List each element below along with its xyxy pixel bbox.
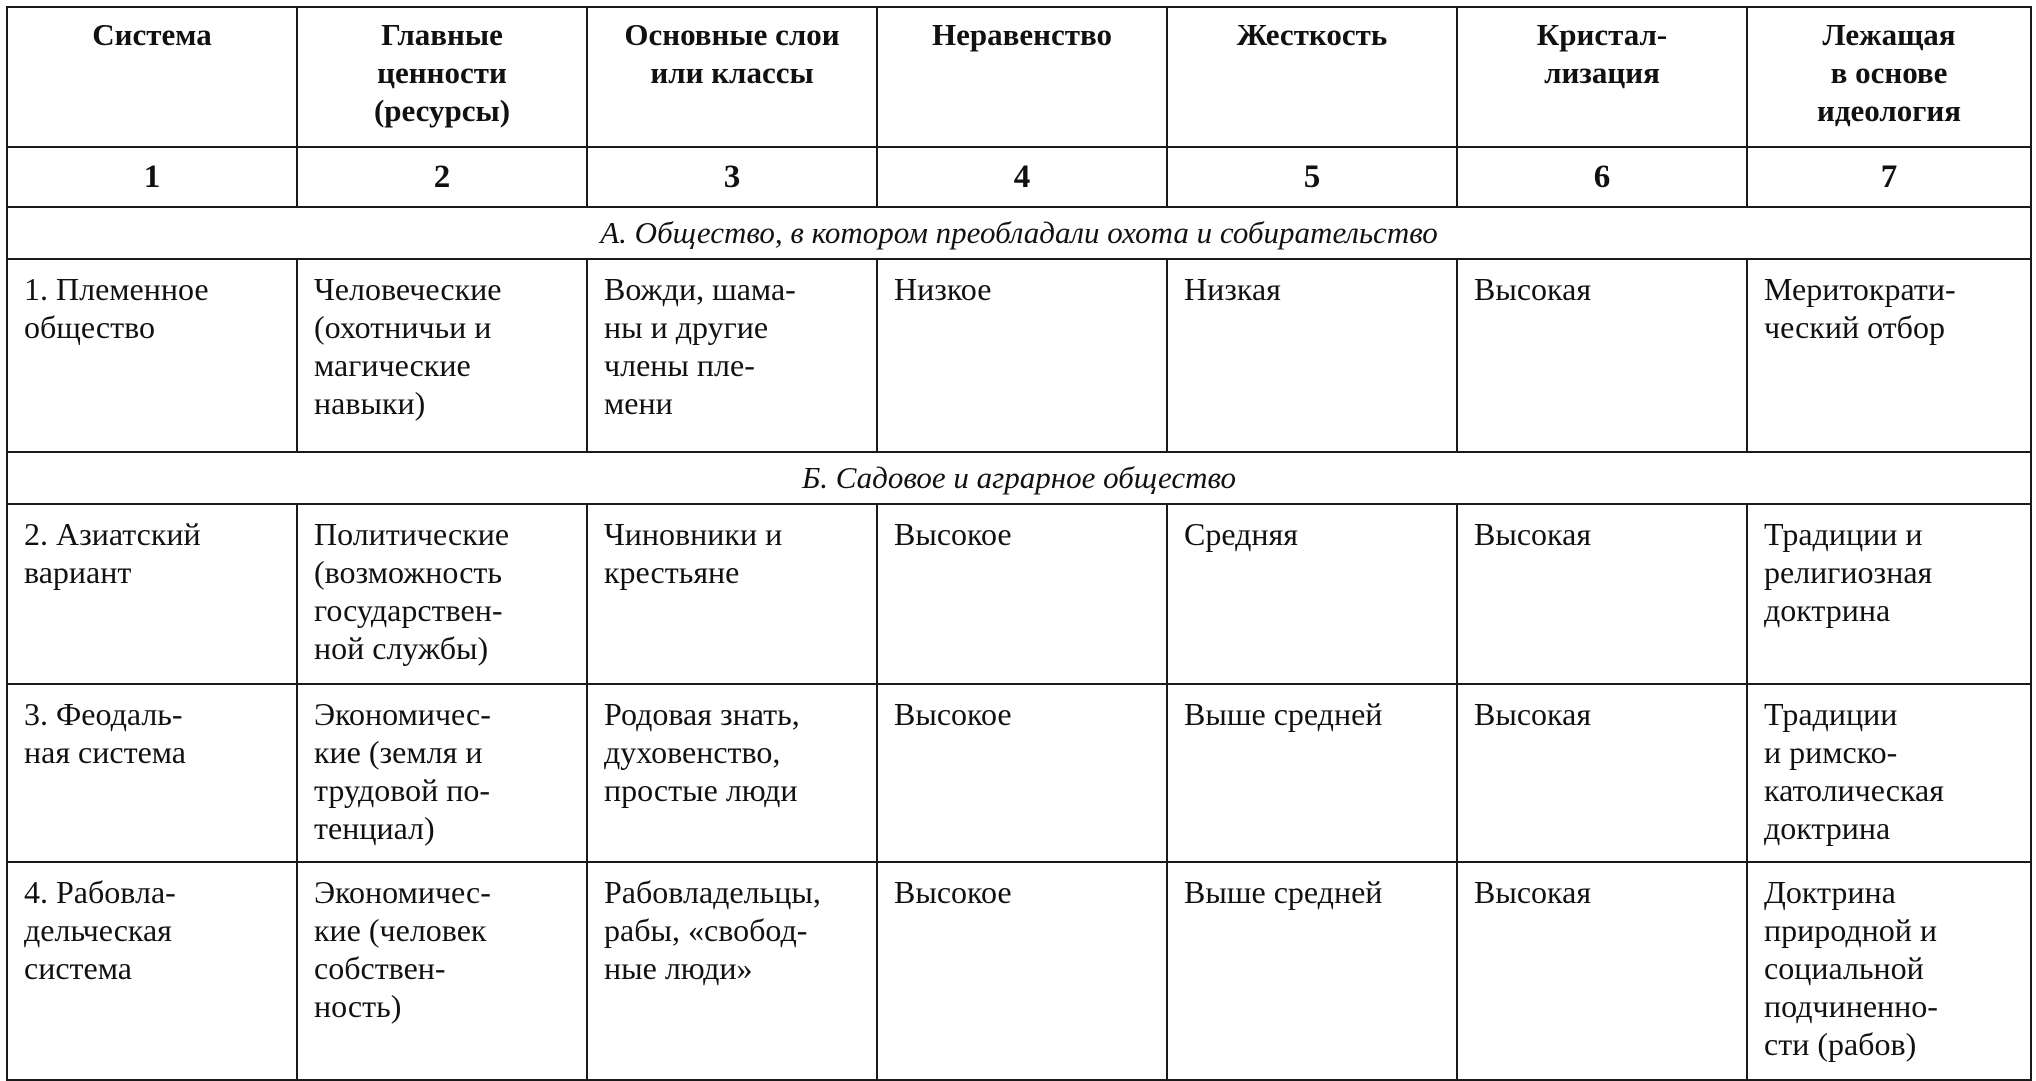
cell-rigidity: Низкая — [1167, 259, 1457, 452]
column-number: 5 — [1167, 147, 1457, 207]
cell-inequality: Высокое — [877, 504, 1167, 684]
cell-crystallization: Высокая — [1457, 504, 1747, 684]
cell-inequality: Низкое — [877, 259, 1167, 452]
cell-values: Экономичес- кие (человек собствен- ность) — [297, 862, 587, 1080]
cell-rigidity: Выше средней — [1167, 862, 1457, 1080]
table-row — [7, 684, 2031, 862]
header-rigidity: Жесткость — [1167, 7, 1457, 147]
column-number: 6 — [1457, 147, 1747, 207]
cell-classes: Чиновники и крестьяне — [587, 504, 877, 684]
cell-ideology: Традиции и римско- католическая доктрина — [1747, 684, 2031, 862]
column-number: 3 — [587, 147, 877, 207]
section-row-a — [7, 207, 2031, 259]
section-row-b — [7, 452, 2031, 504]
column-number: 1 — [7, 147, 297, 207]
cell-rigidity: Выше средней — [1167, 684, 1457, 862]
table-row — [7, 259, 2031, 452]
table-container — [6, 6, 2030, 1081]
cell-inequality: Высокое — [877, 862, 1167, 1080]
header-crystallization: Кристал- лизация — [1457, 7, 1747, 147]
header-classes: Основные слои или классы — [587, 7, 877, 147]
cell-system: 1. Племенное общество — [7, 259, 297, 452]
table-row — [7, 504, 2031, 684]
column-number-row — [7, 147, 2031, 207]
cell-ideology: Меритократи- ческий отбор — [1747, 259, 2031, 452]
header-row — [7, 7, 2031, 147]
cell-values: Политические (возможность государствен- ной службы) — [297, 504, 587, 684]
section-heading-agrarian: Б. Садовое и аграрное общество — [7, 452, 2031, 504]
cell-system: 2. Азиатский вариант — [7, 504, 297, 684]
cell-system: 4. Рабовла- дельческая система — [7, 862, 297, 1080]
cell-system: 3. Феодаль- ная система — [7, 684, 297, 862]
section-heading-hunting-gathering: А. Общество, в котором преобладали охота и собирательство — [7, 207, 2031, 259]
column-number: 7 — [1747, 147, 2031, 207]
column-number: 2 — [297, 147, 587, 207]
header-inequality: Неравенство — [877, 7, 1167, 147]
cell-rigidity: Средняя — [1167, 504, 1457, 684]
column-number: 4 — [877, 147, 1167, 207]
cell-classes: Вожди, шама- ны и другие члены пле- мени — [587, 259, 877, 452]
stratification-table — [6, 6, 2032, 1081]
cell-crystallization: Высокая — [1457, 259, 1747, 452]
cell-ideology: Традиции и религиозная доктрина — [1747, 504, 2031, 684]
cell-values: Человеческие (охотничьи и магические навыки) — [297, 259, 587, 452]
cell-classes: Родовая знать, духовенство, простые люди — [587, 684, 877, 862]
cell-crystallization: Высокая — [1457, 862, 1747, 1080]
header-system: Система — [7, 7, 297, 147]
cell-crystallization: Высокая — [1457, 684, 1747, 862]
cell-ideology: Доктрина природной и социальной подчиненно- сти (рабов) — [1747, 862, 2031, 1080]
header-ideology: Лежащая в основе идеология — [1747, 7, 2031, 147]
cell-values: Экономичес- кие (земля и трудовой по- тенциал) — [297, 684, 587, 862]
cell-classes: Рабовладельцы, рабы, «свобод- ные люди» — [587, 862, 877, 1080]
table-row — [7, 862, 2031, 1080]
header-values: Главные ценности (ресурсы) — [297, 7, 587, 147]
cell-inequality: Высокое — [877, 684, 1167, 862]
